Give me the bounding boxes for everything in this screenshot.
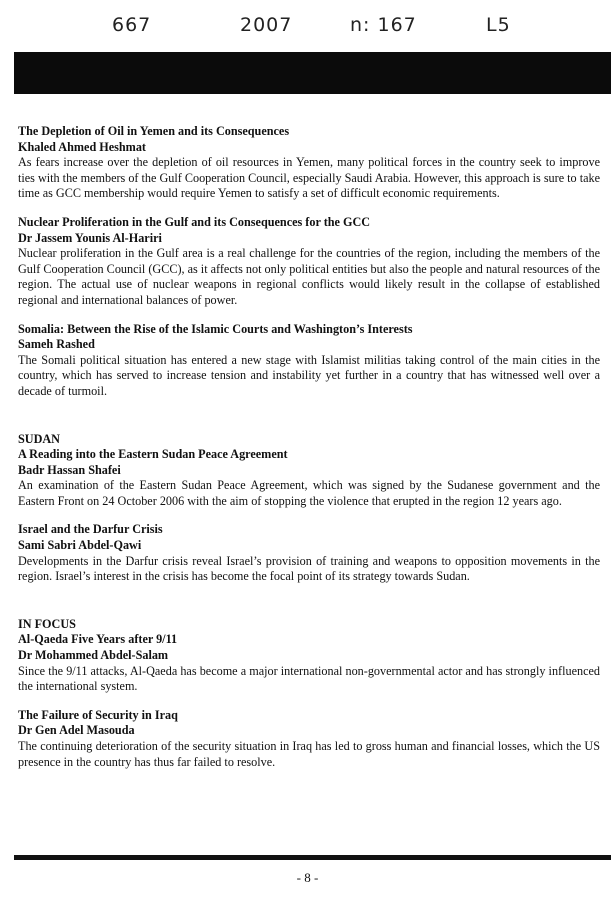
article <box>18 447 600 509</box>
article-author: Badr Hassan Shafei <box>18 462 121 477</box>
article-title: Nuclear Proliferation in the Gulf and its Consequences for the GCC <box>18 214 371 229</box>
article-abstract: As fears increase over the depletion of oil resources in Yemen, many political forces in the country seek to improve ties with the members of the Gulf Cooperation Council, especially Saudi Arabia. However, this approach is sure to take time as GCC membership would require Yemen to satisfy a set of difficult economic requirements. <box>18 155 600 201</box>
handwritten-note-a: 667 <box>112 14 152 36</box>
handwritten-note-b: 2007 <box>240 14 293 36</box>
page-content <box>18 124 600 770</box>
article <box>18 215 600 309</box>
article-abstract: An examination of the Eastern Sudan Peace Agreement, which was signed by the Sudanese government and the Eastern Front on 24 October 2006 with the aim of stopping the violence that erupted in the region 12 years ago. <box>18 478 600 508</box>
article-author: Sameh Rashed <box>18 337 95 352</box>
article-author: Dr Jassem Younis Al-Hariri <box>18 230 162 245</box>
article-title: Israel and the Darfur Crisis <box>18 522 163 537</box>
article-author: Dr Mohammed Abdel-Salam <box>18 648 169 663</box>
article-abstract: Since the 9/11 attacks, Al-Qaeda has become a major international non-governmental actor and has strongly influenced the international system. <box>18 663 600 694</box>
page-number: - 8 - <box>296 870 319 885</box>
article <box>18 322 600 400</box>
article <box>18 124 600 202</box>
article-abstract: The continuing deterioration of the security situation in Iraq has led to gross human and financial losses, which the US presence in the country has thus far failed to resolve. <box>18 739 600 769</box>
article-author: Dr Gen Adel Masouda <box>18 723 135 738</box>
handwritten-note-d: L5 <box>486 14 511 36</box>
article-abstract: The Somali political situation has entered a new stage with Islamist militias taking control of the main cities in the country, which has served to increase tension and instability yet further in a country that has witnessed well over a decade of turmoil. <box>18 352 600 398</box>
article <box>18 522 600 584</box>
article-abstract: Nuclear proliferation in the Gulf area is a real challenge for the countries of the region, including the members of the Gulf Cooperation Council (GCC), as it affects not only political entities but also the people and natural resources of the region. The actual use of nuclear weapons in regional conflicts would likely result in the collapse of established regional and international balances of power. <box>18 246 600 307</box>
footer-rule <box>14 855 611 860</box>
article-title: The Failure of Security in Iraq <box>18 707 178 722</box>
article-title: The Depletion of Oil in Yemen and its Consequences <box>18 124 290 138</box>
section-heading-sudan: SUDAN <box>18 431 60 446</box>
handwritten-note-c: n: 167 <box>350 14 417 36</box>
article-title: A Reading into the Eastern Sudan Peace Agreement <box>18 447 288 462</box>
article-abstract: Developments in the Darfur crisis reveal Israel’s provision of training and weapons to opposition movements in the region. Israel’s interest in the crisis has become the focal point of its strategy towards Sudan. <box>18 553 600 584</box>
article <box>18 632 600 694</box>
article <box>18 708 600 770</box>
article-author: Sami Sabri Abdel-Qawi <box>18 538 142 553</box>
article-title: Somalia: Between the Rise of the Islamic Courts and Washington’s Interests <box>18 321 413 336</box>
section-heading-in-focus: IN FOCUS <box>18 616 76 631</box>
header-bar <box>14 52 611 94</box>
article-author: Khaled Ahmed Heshmat <box>18 139 146 154</box>
article-title: Al-Qaeda Five Years after 9/11 <box>18 632 178 647</box>
